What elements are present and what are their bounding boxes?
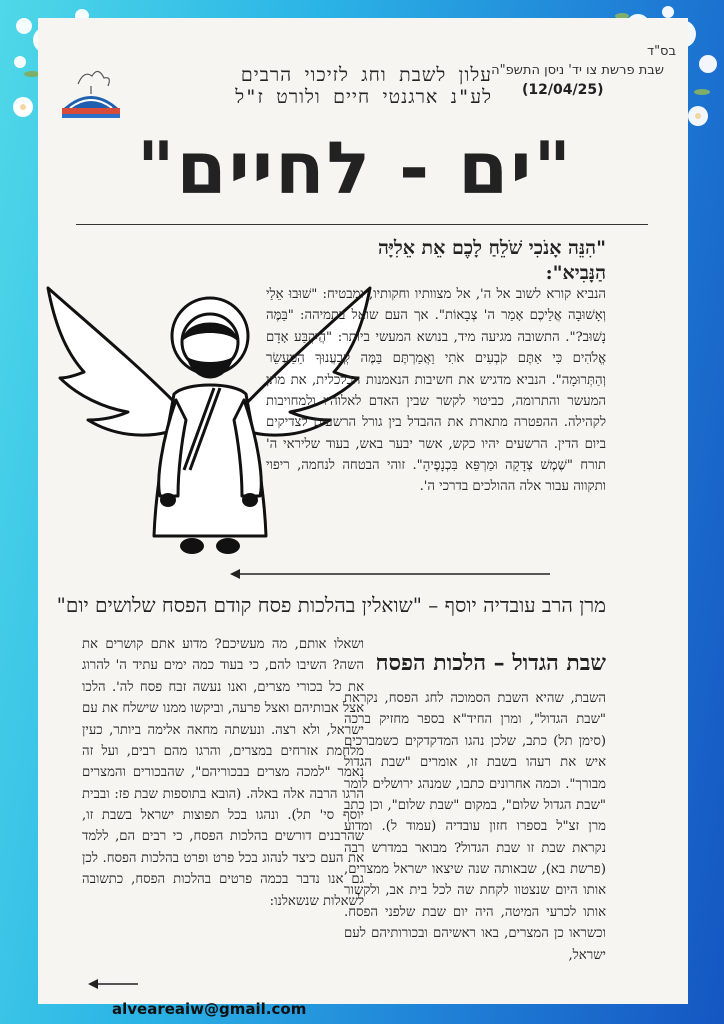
shabbat-hagadol-paragraph-right: השבת, שהיא השבת הסמוכה לחג הפסח, נקראת "שבת הגדול", ומרן החיד"א בספר מחזיק ברכה (סימן תל) כתב, שלכן נהגו המדקדקים כשמברכים איש את רעהו בשבת זו, אומרים "שבת הגדול מבורך". וכמה אחרונים כתבו, שמנהג ירושלים לומר "שבת הגדול שלום", במקום "שבת שלום", וכן כתב מרן זצ"ל בספרו חזון עובדיה (עמוד ל). ומדוע נקראת שבת זו שבת הגדול? מבואר במדרש רבה (פרשת בא), שבאותה שנה שיצאו ישראל ממצרים, אותו היום שנצטוו לקחת שה לכל בית אב, ולקשור אותו לכרעי המיטה, היה יום שבת שלפני הפסח. וכשראו כן המצרים, באו ראשיהם ובכורותיהם לעם ישראל, [344, 691, 606, 963]
date-label: (12/04/25) [522, 82, 604, 98]
logo-icon [58, 64, 124, 122]
newsletter-tagline: עלון לשבת וחג לזיכוי הרבים [240, 64, 492, 86]
title-divider [76, 224, 648, 225]
main-title: "ים - לחיים" [137, 126, 573, 210]
bs-d-mark: בס"ד [646, 44, 676, 59]
section-halacha-heading: מרן הרב עובדיה יוסף – "שואלין בהלכות פסח קודם הפסח שלושים יום" [56, 593, 606, 617]
section-verse-heading-cont: הַנָּבִיא": [545, 262, 606, 284]
section-subtitle: שבת הגדול – הלכות הפסח [375, 650, 606, 676]
contact-email[interactable]: alveareaiw@gmail.com [112, 1000, 307, 1018]
arrow-left-icon [230, 568, 550, 580]
memorial-line: לע"נ ארגנטי חיים ולורט ז"ל [235, 86, 492, 108]
shabbat-hagadol-paragraph-left: ושאלו אותם, מה מעשיכם? מדוע אתם קושרים את השה? השיבו להם, כי בעוד כמה ימים עתיד ה' להרוג את כל בכורי מצרים, ואנו נעשה זבח פסח לה'. הלכו אצל אבותיהם ואצל פרעה, וביקשו ממנו שישלח את עם ישראל, ולא רצה. ונעשתה מחאה אלימה ביותר, כעין מלחמת אזרחים במצרים, והרגו מהם רבים, ועל זה נאמר "למכה מצרים בבכוריהם", שהבכורים והמצרים הרגו הרבה אלה באלה. (הובא בתוספות שבת פז: ובבית יוסף סי' תל). ונהגו בכל תפוצות ישראל בשבת זו, שהרבנים דורשים בהלכות הפסח, כי רבים הם, ללמד את העם כיצד לנהוג בכל פרט ופרט בהלכות הפסח. לכן גם אנו נדבר בכמה פרטים בהלכות הפסח, כתשובה לשאלות שנשאלנו: [82, 637, 364, 909]
section-verse-heading: "הִנֵּה אָנֹכִי שֹׁלֵחַ לָכֶם אֵת אֵלִיָּה [377, 237, 606, 259]
flower-decoration-mid-left [8, 92, 38, 122]
parasha-line: שבת פרשת צו יד' ניסן התשפ"ה [491, 63, 664, 78]
arrow-left-icon-bottom [88, 978, 138, 990]
haftarah-paragraph: הנביא קורא לשוב אל ה', אל מצוותיו וחקותיו, ומבטיח: "שׁוּבוּ אֵלַי וְאָשׁוּבָה אֲלֵיכֶם אָמַר ה' צְבָאוֹת". אך העם שואל בתמיהה: "בַּמֶּה נָשׁוּב?". התשובה מגיעה מיד, בנושא המעשי ביותר: "הֲיִקְבַּע אָדָם אֱלֹהִים כִּי אַתֶּם קֹבְעִים אֹתִי וַאֲמַרְתֶּם בַּמֶּה קְבַעֲנוּךָ הַמַּעֲשֵׂר וְהַתְּרוּמָה". הנביא מדגיש את חשיבות הנאמנות הכלכלית, את מתן המעשר והתרומה, כביטוי לקשר שבין האדם לאלוהיו ולמחויבות לקהילה. ההפטרה מתארת את ההבדל בין גורל הרשעים לצדיקים ביום הדין. הרשעים יהיו כקש, אשר יבער באש, בעוד שליראי ה' תורח "שֶׁמֶשׁ צְדָקָה וּמַרְפֵּא בִּכְנָפֶיהָ". זוהי הבטחה לנחמה, ריפוי ותקווה עבור אלה ההולכים בדרכי ה'. [266, 287, 606, 495]
